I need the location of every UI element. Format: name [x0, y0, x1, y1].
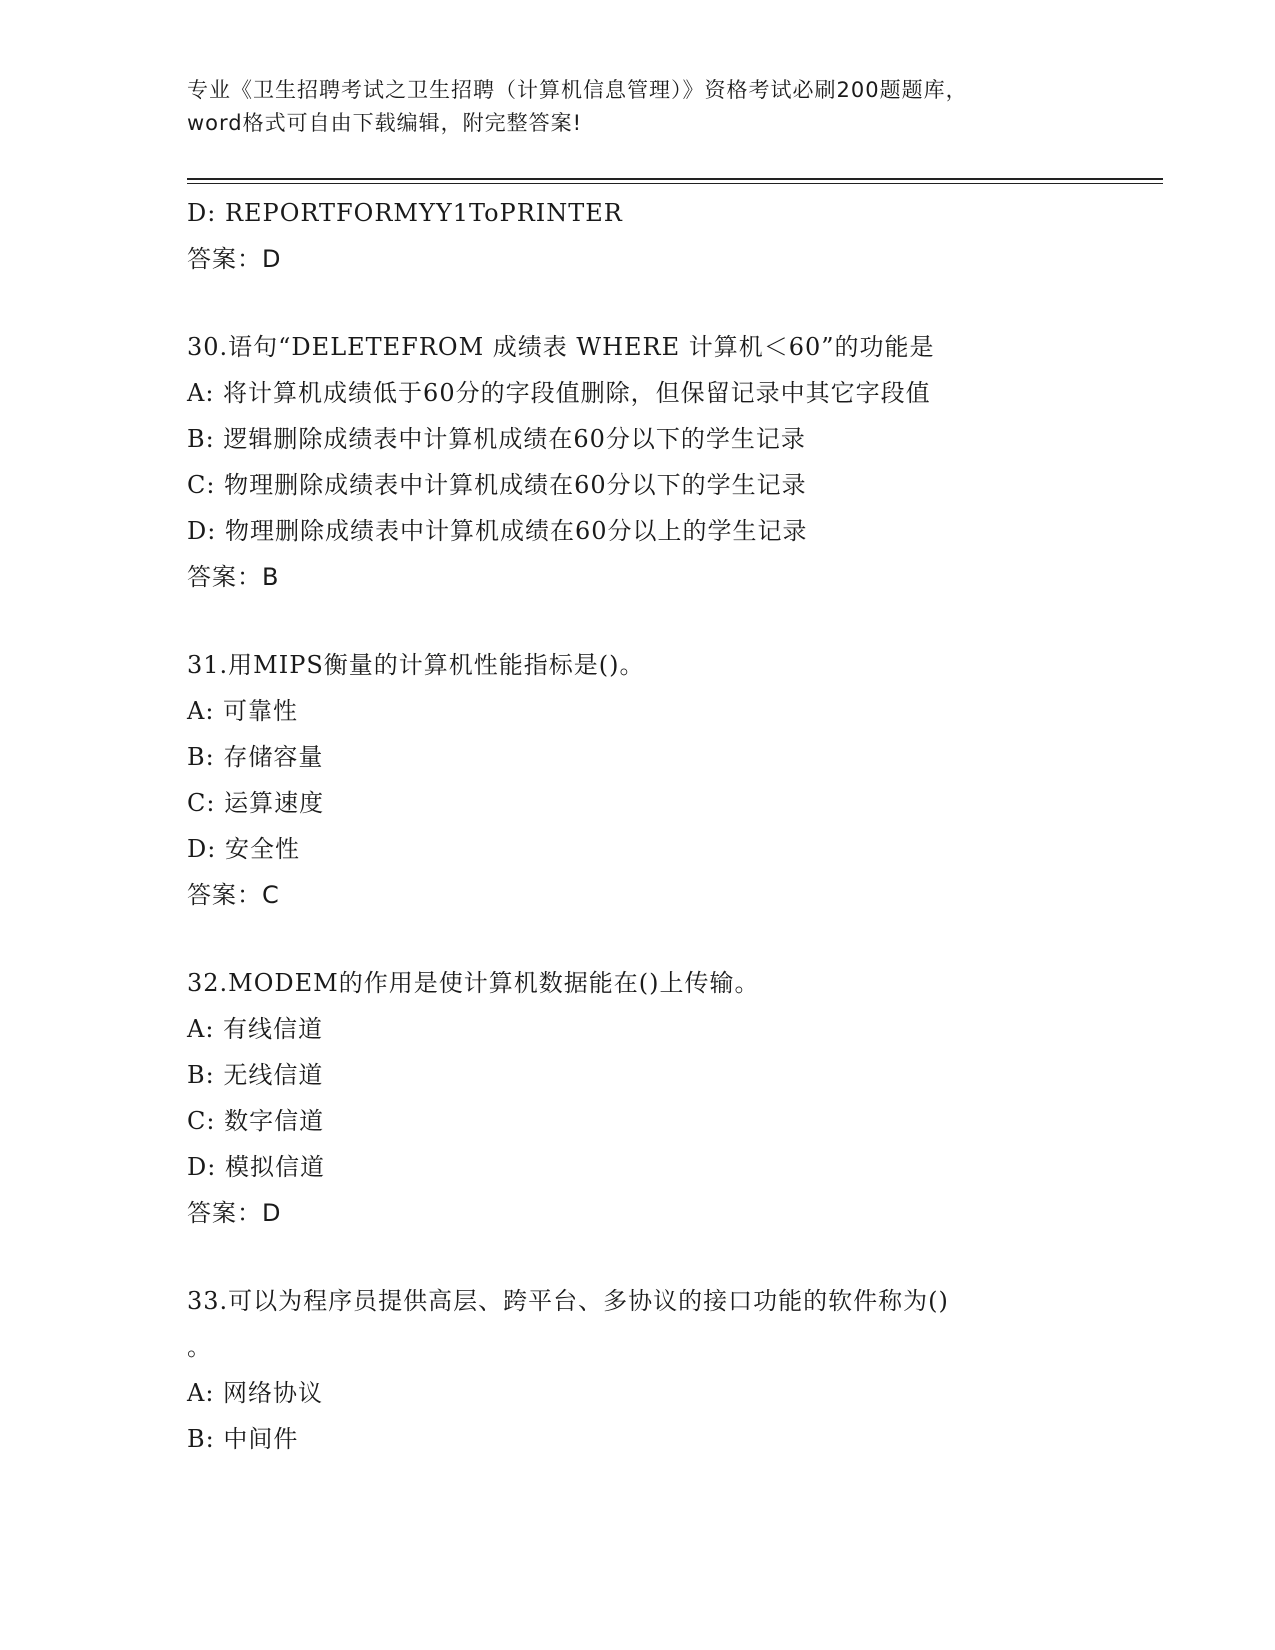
header-title-line-1: 专业《卫生招聘考试之卫生招聘（计算机信息管理）》资格考试必刷200题题库， — [187, 78, 968, 102]
question-text: 30.语句“DELETEFROM 成绩表 WHERE 计算机＜60”的功能是 — [187, 333, 935, 361]
option-b: B: 存储容量 — [187, 743, 324, 771]
option-c: C: 运算速度 — [187, 789, 325, 817]
option-b: B: 逻辑删除成绩表中计算机成绩在60分以下的学生记录 — [187, 425, 806, 453]
option-c: C: 数字信道 — [187, 1107, 325, 1135]
header-title-line-2: word格式可自由下载编辑，附完整答案! — [187, 111, 583, 135]
option-c: C: 物理删除成绩表中计算机成绩在60分以下的学生记录 — [187, 471, 807, 499]
question-text: 31.用MIPS衡量的计算机性能指标是()。 — [187, 651, 645, 679]
question-33 — [187, 1278, 1087, 1462]
option-a: A: 可靠性 — [187, 697, 299, 725]
question-30 — [187, 324, 1087, 600]
option-a: A: 有线信道 — [187, 1015, 324, 1043]
previous-question-tail — [187, 190, 1087, 282]
question-text-continued: 。 — [187, 1333, 212, 1361]
answer: 答案：C — [187, 881, 280, 909]
option-b: B: 无线信道 — [187, 1061, 324, 1089]
option-b: B: 中间件 — [187, 1425, 299, 1453]
question-list — [187, 190, 1087, 1462]
question-31 — [187, 642, 1087, 918]
answer: 答案：D — [187, 245, 282, 273]
document-header — [187, 74, 1087, 140]
option-a: A: 将计算机成绩低于60分的字段值删除，但保留记录中其它字段值 — [187, 379, 931, 407]
option-a: A: 网络协议 — [187, 1379, 324, 1407]
question-text: 33.可以为程序员提供高层、跨平台、多协议的接口功能的软件称为() — [187, 1287, 949, 1315]
answer: 答案：D — [187, 1199, 282, 1227]
option-d: D: 模拟信道 — [187, 1153, 325, 1181]
option-d: D: REPORTFORMYY1ToPRINTER — [187, 199, 623, 227]
question-32 — [187, 960, 1087, 1236]
answer: 答案：B — [187, 563, 280, 591]
option-d: D: 物理删除成绩表中计算机成绩在60分以上的学生记录 — [187, 517, 808, 545]
header-divider — [187, 178, 1163, 184]
option-d: D: 安全性 — [187, 835, 300, 863]
question-text: 32.MODEM的作用是使计算机数据能在()上传输。 — [187, 969, 760, 997]
